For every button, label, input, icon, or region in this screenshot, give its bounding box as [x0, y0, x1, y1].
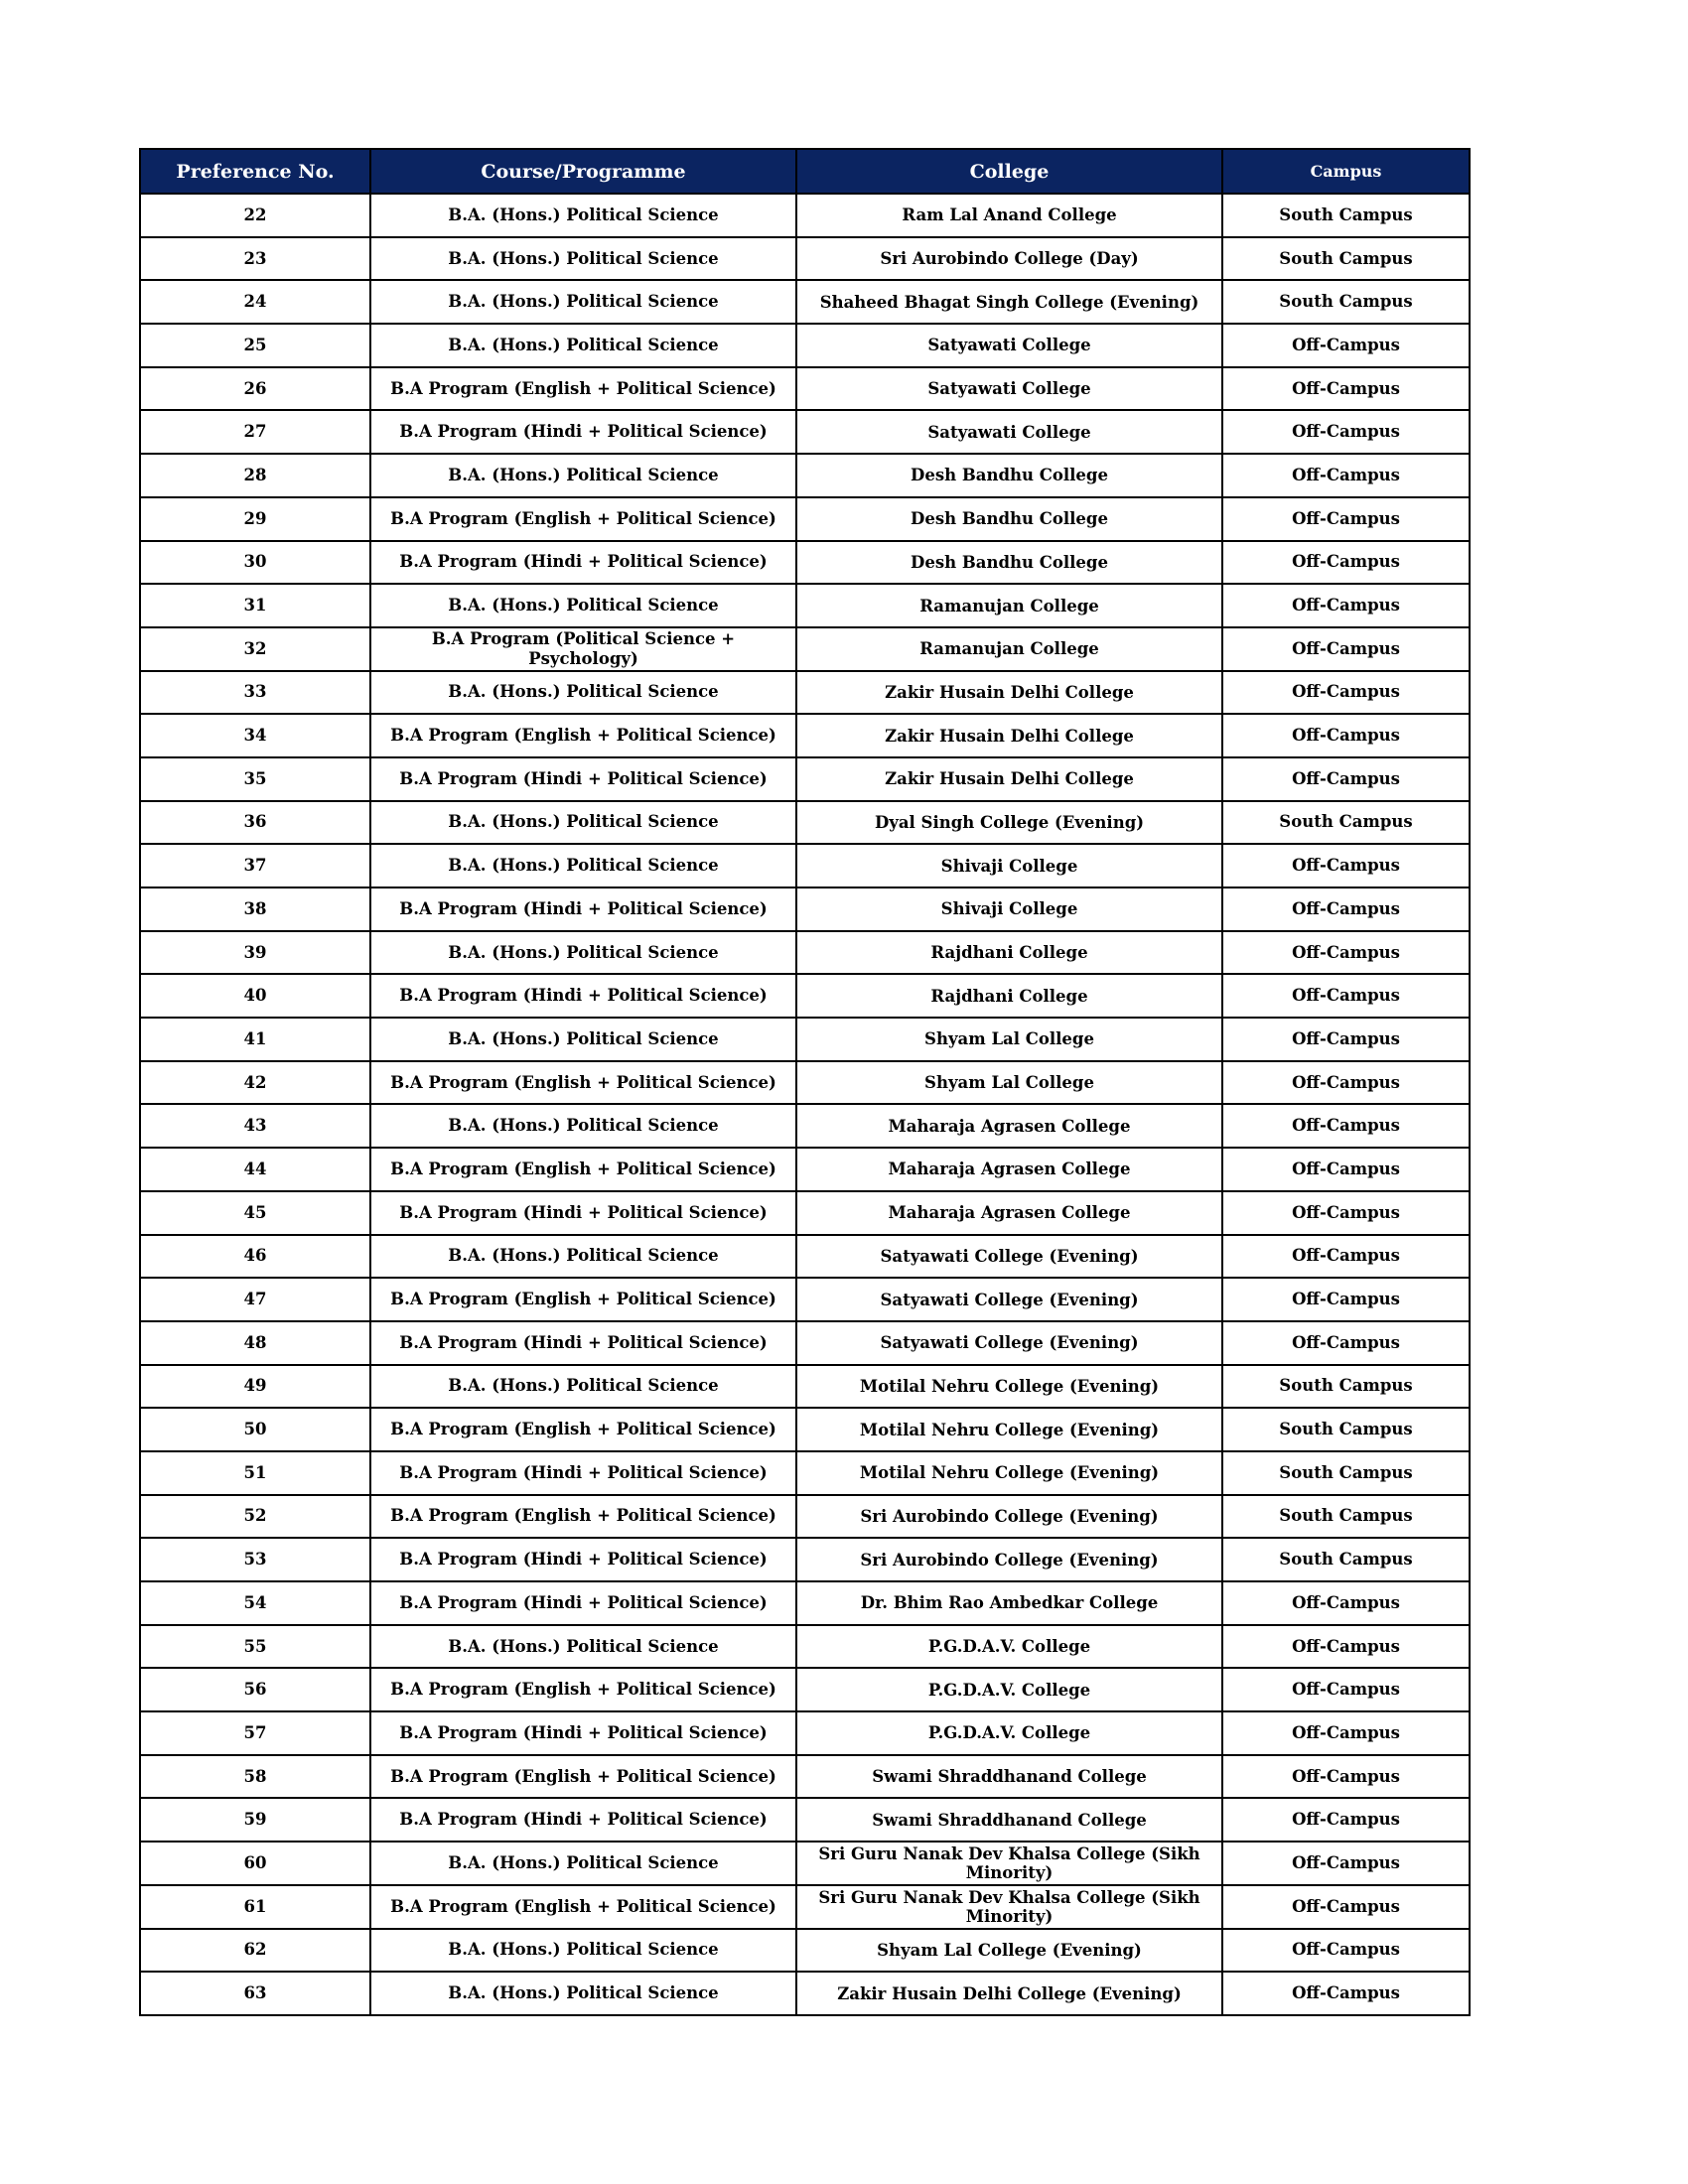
cell-campus: Off-Campus — [1222, 1798, 1470, 1842]
cell-campus: Off-Campus — [1222, 454, 1470, 497]
cell-campus: South Campus — [1222, 1538, 1470, 1581]
cell-campus: Off-Campus — [1222, 584, 1470, 627]
cell-preference-no: 39 — [140, 931, 370, 975]
cell-campus: South Campus — [1222, 1365, 1470, 1409]
cell-course: B.A. (Hons.) Political Science — [370, 237, 796, 281]
cell-preference-no: 48 — [140, 1321, 370, 1365]
cell-course: B.A Program (Hindi + Political Science) — [370, 541, 796, 585]
cell-course: B.A Program (English + Political Science) — [370, 714, 796, 757]
cell-preference-no: 22 — [140, 194, 370, 237]
cell-campus: Off-Campus — [1222, 1755, 1470, 1799]
cell-campus: Off-Campus — [1222, 410, 1470, 454]
cell-college: Shyam Lal College — [796, 1018, 1222, 1061]
table-row — [140, 1408, 1470, 1451]
cell-course: B.A Program (English + Political Science) — [370, 1408, 796, 1451]
cell-college: Rajdhani College — [796, 974, 1222, 1018]
cell-preference-no: 60 — [140, 1842, 370, 1885]
table-row — [140, 1668, 1470, 1711]
cell-course: B.A Program (Hindi + Political Science) — [370, 410, 796, 454]
table-row — [140, 280, 1470, 324]
cell-campus: Off-Campus — [1222, 1061, 1470, 1105]
cell-college: Dyal Singh College (Evening) — [796, 801, 1222, 845]
cell-course: B.A. (Hons.) Political Science — [370, 1104, 796, 1148]
cell-campus: Off-Campus — [1222, 1972, 1470, 2015]
cell-course: B.A Program (Hindi + Political Science) — [370, 974, 796, 1018]
cell-course: B.A. (Hons.) Political Science — [370, 280, 796, 324]
cell-course: B.A Program (English + Political Science) — [370, 1148, 796, 1191]
table-row — [140, 497, 1470, 541]
cell-campus: South Campus — [1222, 194, 1470, 237]
cell-college: Dr. Bhim Rao Ambedkar College — [796, 1581, 1222, 1625]
cell-preference-no: 59 — [140, 1798, 370, 1842]
cell-college: Zakir Husain Delhi College — [796, 714, 1222, 757]
cell-preference-no: 27 — [140, 410, 370, 454]
cell-preference-no: 40 — [140, 974, 370, 1018]
cell-campus: Off-Campus — [1222, 1278, 1470, 1321]
cell-campus: Off-Campus — [1222, 671, 1470, 715]
cell-college: Satyawati College — [796, 410, 1222, 454]
table-row — [140, 1929, 1470, 1973]
table-row — [140, 1104, 1470, 1148]
cell-campus: Off-Campus — [1222, 1321, 1470, 1365]
cell-college: Maharaja Agrasen College — [796, 1191, 1222, 1235]
cell-preference-no: 55 — [140, 1625, 370, 1669]
cell-preference-no: 28 — [140, 454, 370, 497]
cell-course: B.A. (Hons.) Political Science — [370, 324, 796, 367]
cell-college: Sri Aurobindo College (Evening) — [796, 1495, 1222, 1539]
cell-preference-no: 23 — [140, 237, 370, 281]
table-row — [140, 584, 1470, 627]
cell-preference-no: 52 — [140, 1495, 370, 1539]
table-row — [140, 1061, 1470, 1105]
cell-course: B.A. (Hons.) Political Science — [370, 1842, 796, 1885]
cell-campus: Off-Campus — [1222, 1842, 1470, 1885]
cell-campus: South Campus — [1222, 237, 1470, 281]
cell-college: Sri Guru Nanak Dev Khalsa College (Sikh Minority) — [796, 1842, 1222, 1885]
cell-preference-no: 47 — [140, 1278, 370, 1321]
table-row — [140, 454, 1470, 497]
cell-course: B.A. (Hons.) Political Science — [370, 1365, 796, 1409]
cell-preference-no: 57 — [140, 1711, 370, 1755]
cell-campus: Off-Campus — [1222, 757, 1470, 801]
cell-preference-no: 31 — [140, 584, 370, 627]
cell-course: B.A. (Hons.) Political Science — [370, 1235, 796, 1279]
table-row — [140, 974, 1470, 1018]
table-row — [140, 541, 1470, 585]
cell-college: Satyawati College — [796, 324, 1222, 367]
table-row — [140, 1755, 1470, 1799]
cell-college: Sri Guru Nanak Dev Khalsa College (Sikh Minority) — [796, 1885, 1222, 1929]
table-header — [140, 149, 1470, 194]
cell-preference-no: 51 — [140, 1451, 370, 1495]
cell-campus: Off-Campus — [1222, 1235, 1470, 1279]
table-row — [140, 237, 1470, 281]
cell-preference-no: 63 — [140, 1972, 370, 2015]
table-row — [140, 1972, 1470, 2015]
cell-campus: Off-Campus — [1222, 627, 1470, 671]
cell-campus: Off-Campus — [1222, 1668, 1470, 1711]
cell-campus: South Campus — [1222, 1495, 1470, 1539]
cell-college: Desh Bandhu College — [796, 541, 1222, 585]
cell-preference-no: 30 — [140, 541, 370, 585]
cell-course: B.A Program (Hindi + Political Science) — [370, 1798, 796, 1842]
cell-campus: Off-Campus — [1222, 541, 1470, 585]
cell-college: Ramanujan College — [796, 627, 1222, 671]
cell-campus: South Campus — [1222, 280, 1470, 324]
table-row — [140, 1191, 1470, 1235]
cell-preference-no: 38 — [140, 887, 370, 931]
cell-college: Desh Bandhu College — [796, 454, 1222, 497]
cell-college: Shyam Lal College — [796, 1061, 1222, 1105]
cell-campus: Off-Campus — [1222, 974, 1470, 1018]
cell-campus: South Campus — [1222, 1408, 1470, 1451]
cell-preference-no: 50 — [140, 1408, 370, 1451]
cell-course: B.A Program (Hindi + Political Science) — [370, 1711, 796, 1755]
cell-course: B.A Program (English + Political Science) — [370, 1495, 796, 1539]
table-row — [140, 367, 1470, 411]
cell-course: B.A Program (Hindi + Political Science) — [370, 1538, 796, 1581]
cell-course: B.A. (Hons.) Political Science — [370, 1972, 796, 2015]
cell-campus: Off-Campus — [1222, 324, 1470, 367]
cell-campus: Off-Campus — [1222, 714, 1470, 757]
table-row — [140, 931, 1470, 975]
cell-preference-no: 42 — [140, 1061, 370, 1105]
table-row — [140, 1495, 1470, 1539]
cell-college: Swami Shraddhanand College — [796, 1755, 1222, 1799]
cell-college: Motilal Nehru College (Evening) — [796, 1408, 1222, 1451]
cell-college: Motilal Nehru College (Evening) — [796, 1451, 1222, 1495]
cell-course: B.A Program (English + Political Science) — [370, 1668, 796, 1711]
table-row — [140, 887, 1470, 931]
cell-preference-no: 62 — [140, 1929, 370, 1973]
header-row — [140, 149, 1470, 194]
cell-course: B.A Program (English + Political Science) — [370, 497, 796, 541]
table-row — [140, 757, 1470, 801]
table-row — [140, 671, 1470, 715]
table-row — [140, 1625, 1470, 1669]
cell-preference-no: 45 — [140, 1191, 370, 1235]
cell-campus: Off-Campus — [1222, 1581, 1470, 1625]
cell-college: Shaheed Bhagat Singh College (Evening) — [796, 280, 1222, 324]
cell-college: Motilal Nehru College (Evening) — [796, 1365, 1222, 1409]
cell-college: Zakir Husain Delhi College — [796, 671, 1222, 715]
cell-college: Satyawati College (Evening) — [796, 1235, 1222, 1279]
table-body — [140, 194, 1470, 2015]
table-row — [140, 1885, 1470, 1929]
cell-course: B.A Program (Political Science + Psychology) — [370, 627, 796, 671]
cell-course: B.A. (Hons.) Political Science — [370, 1929, 796, 1973]
table-row — [140, 1711, 1470, 1755]
cell-preference-no: 37 — [140, 844, 370, 887]
cell-preference-no: 29 — [140, 497, 370, 541]
cell-college: Shivaji College — [796, 887, 1222, 931]
cell-preference-no: 32 — [140, 627, 370, 671]
table-row — [140, 1321, 1470, 1365]
table-row — [140, 1581, 1470, 1625]
cell-college: Sri Aurobindo College (Evening) — [796, 1538, 1222, 1581]
header-preference-no: Preference No. — [140, 149, 370, 194]
table-row — [140, 1365, 1470, 1409]
cell-campus: Off-Campus — [1222, 1711, 1470, 1755]
table-row — [140, 324, 1470, 367]
cell-campus: Off-Campus — [1222, 1885, 1470, 1929]
cell-college: Rajdhani College — [796, 931, 1222, 975]
cell-preference-no: 44 — [140, 1148, 370, 1191]
cell-course: B.A Program (Hindi + Political Science) — [370, 757, 796, 801]
table-row — [140, 194, 1470, 237]
cell-campus: Off-Campus — [1222, 367, 1470, 411]
cell-campus: Off-Campus — [1222, 1929, 1470, 1973]
cell-campus: South Campus — [1222, 801, 1470, 845]
cell-campus: Off-Campus — [1222, 1104, 1470, 1148]
cell-college: P.G.D.A.V. College — [796, 1668, 1222, 1711]
cell-course: B.A Program (Hindi + Political Science) — [370, 1451, 796, 1495]
cell-college: Ramanujan College — [796, 584, 1222, 627]
table-row — [140, 801, 1470, 845]
cell-course: B.A. (Hons.) Political Science — [370, 931, 796, 975]
table-row — [140, 1018, 1470, 1061]
table-row — [140, 714, 1470, 757]
preference-table — [139, 148, 1471, 2016]
cell-campus: Off-Campus — [1222, 1148, 1470, 1191]
cell-preference-no: 26 — [140, 367, 370, 411]
cell-campus: Off-Campus — [1222, 931, 1470, 975]
cell-preference-no: 34 — [140, 714, 370, 757]
cell-course: B.A Program (English + Political Science) — [370, 1278, 796, 1321]
cell-college: P.G.D.A.V. College — [796, 1711, 1222, 1755]
table-row — [140, 1148, 1470, 1191]
cell-preference-no: 58 — [140, 1755, 370, 1799]
cell-course: B.A Program (Hindi + Political Science) — [370, 887, 796, 931]
cell-course: B.A Program (Hindi + Political Science) — [370, 1321, 796, 1365]
cell-course: B.A. (Hons.) Political Science — [370, 671, 796, 715]
cell-preference-no: 35 — [140, 757, 370, 801]
table-row — [140, 1451, 1470, 1495]
cell-college: P.G.D.A.V. College — [796, 1625, 1222, 1669]
cell-college: Swami Shraddhanand College — [796, 1798, 1222, 1842]
cell-college: Satyawati College (Evening) — [796, 1278, 1222, 1321]
cell-college: Satyawati College — [796, 367, 1222, 411]
cell-course: B.A. (Hons.) Political Science — [370, 801, 796, 845]
cell-course: B.A Program (English + Political Science) — [370, 1885, 796, 1929]
cell-campus: Off-Campus — [1222, 887, 1470, 931]
cell-preference-no: 43 — [140, 1104, 370, 1148]
cell-course: B.A Program (English + Political Science) — [370, 1755, 796, 1799]
cell-course: B.A. (Hons.) Political Science — [370, 1625, 796, 1669]
cell-course: B.A. (Hons.) Political Science — [370, 584, 796, 627]
cell-course: B.A. (Hons.) Political Science — [370, 844, 796, 887]
cell-course: B.A. (Hons.) Political Science — [370, 454, 796, 497]
cell-college: Maharaja Agrasen College — [796, 1148, 1222, 1191]
cell-college: Maharaja Agrasen College — [796, 1104, 1222, 1148]
table-row — [140, 1538, 1470, 1581]
table-row — [140, 844, 1470, 887]
cell-college: Sri Aurobindo College (Day) — [796, 237, 1222, 281]
cell-course: B.A. (Hons.) Political Science — [370, 1018, 796, 1061]
cell-campus: Off-Campus — [1222, 1191, 1470, 1235]
table-row — [140, 1278, 1470, 1321]
table-row — [140, 1842, 1470, 1885]
cell-course: B.A Program (English + Political Science) — [370, 367, 796, 411]
cell-course: B.A Program (English + Political Science) — [370, 1061, 796, 1105]
cell-campus: South Campus — [1222, 1451, 1470, 1495]
cell-preference-no: 41 — [140, 1018, 370, 1061]
header-campus: Campus — [1222, 149, 1470, 194]
cell-campus: Off-Campus — [1222, 844, 1470, 887]
header-college: College — [796, 149, 1222, 194]
cell-college: Zakir Husain Delhi College (Evening) — [796, 1972, 1222, 2015]
cell-preference-no: 24 — [140, 280, 370, 324]
cell-preference-no: 61 — [140, 1885, 370, 1929]
cell-campus: Off-Campus — [1222, 1625, 1470, 1669]
cell-course: B.A Program (Hindi + Political Science) — [370, 1191, 796, 1235]
cell-campus: Off-Campus — [1222, 1018, 1470, 1061]
cell-preference-no: 25 — [140, 324, 370, 367]
cell-campus: Off-Campus — [1222, 497, 1470, 541]
cell-college: Satyawati College (Evening) — [796, 1321, 1222, 1365]
cell-preference-no: 46 — [140, 1235, 370, 1279]
cell-preference-no: 54 — [140, 1581, 370, 1625]
cell-college: Zakir Husain Delhi College — [796, 757, 1222, 801]
header-course: Course/Programme — [370, 149, 796, 194]
cell-preference-no: 36 — [140, 801, 370, 845]
cell-preference-no: 33 — [140, 671, 370, 715]
cell-college: Desh Bandhu College — [796, 497, 1222, 541]
table-row — [140, 1235, 1470, 1279]
cell-preference-no: 49 — [140, 1365, 370, 1409]
cell-preference-no: 53 — [140, 1538, 370, 1581]
cell-college: Shyam Lal College (Evening) — [796, 1929, 1222, 1973]
table-row — [140, 1798, 1470, 1842]
cell-preference-no: 56 — [140, 1668, 370, 1711]
cell-college: Shivaji College — [796, 844, 1222, 887]
table-row — [140, 627, 1470, 671]
cell-college: Ram Lal Anand College — [796, 194, 1222, 237]
table-row — [140, 410, 1470, 454]
cell-course: B.A Program (Hindi + Political Science) — [370, 1581, 796, 1625]
cell-course: B.A. (Hons.) Political Science — [370, 194, 796, 237]
